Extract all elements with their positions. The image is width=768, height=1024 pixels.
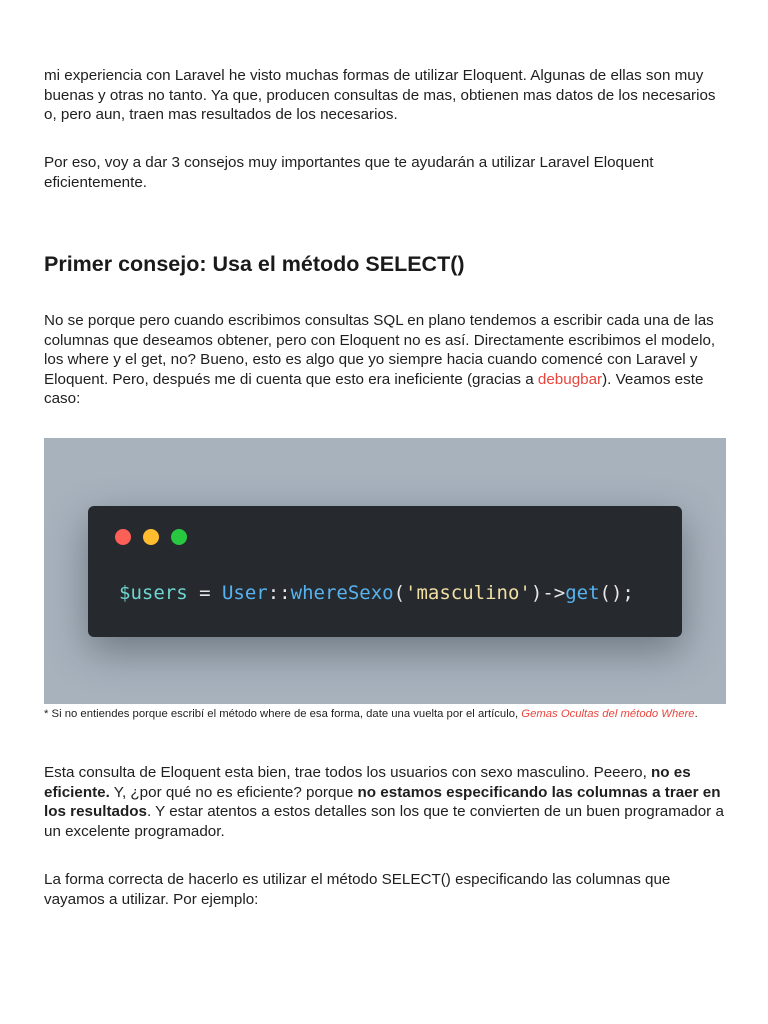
code-assign: = [187, 582, 222, 604]
code-method-where: whereSexo [290, 582, 394, 604]
intro-paragraph-2: Por eso, voy a dar 3 consejos muy importantes que te ayudarán a utilizar Laravel Eloquent eficientemente. [44, 154, 654, 191]
code-arrow: )-> [530, 582, 566, 604]
minimize-dot-icon [143, 529, 159, 545]
body-text-a: Esta consulta de Eloquent esta bien, trae todos los usuarios con sexo masculino. Peeero, [44, 764, 652, 781]
code-figure [44, 438, 726, 704]
code-string: 'masculino' [405, 582, 531, 604]
body-paragraph-1 [44, 763, 732, 841]
body-paragraph-2: La forma correcta de hacerlo es utilizar el método SELECT() especificando las columnas que vayamos a utilizar. Por ejemplo: [44, 871, 671, 908]
section-paragraph-text-b: ). Veamos este caso: [44, 370, 704, 407]
code-line [119, 582, 634, 604]
caption-end: . [694, 708, 698, 720]
code-variable: $users [119, 582, 188, 604]
figure-caption [44, 707, 724, 722]
code-scope: :: [267, 582, 291, 604]
code-paren-open: ( [393, 582, 406, 604]
code-end: (); [599, 582, 634, 604]
code-window [88, 506, 682, 637]
intro-paragraph-1: mi experiencia con Laravel he visto muchas formas de utilizar Eloquent. Algunas de ellas son muy buenas y otras no tanto. Ya que, producen consultas de mas, obtienen mas datos de los necesarios o, pero aun, traen mas resultados de los necesarios. [44, 67, 716, 123]
section-paragraph-text-a: No se porque pero cuando escribimos consultas SQL en plano tendemos a escribir cada una de las columnas que deseamos obtener, pero con Eloquent no es así. Directamente escribimos el modelo, los where y el get, no? Bueno, esto es algo que yo siempre hacia cuando comencé con Laravel y Eloquent. Pero, después me di cuenta que esto era ineficiente (gracias a [44, 312, 716, 388]
code-class: User [221, 582, 268, 604]
body-text-c: . Y estar atentos a estos detalles son los que te convierten de un buen programador a un excelente programador. [44, 803, 724, 840]
caption-text: * Si no entiendes porque escribí el método where de esa forma, date una vuelta por el artículo, [44, 708, 522, 720]
code-method-get: get [565, 582, 600, 604]
debugbar-link[interactable]: debugbar [537, 370, 603, 388]
maximize-dot-icon [171, 529, 187, 545]
close-dot-icon [115, 529, 131, 545]
body-bold-b: no estamos especificando las columnas a traer en los resultados [44, 783, 721, 820]
gemas-ocultas-link[interactable]: Gemas Ocultas del método Where [521, 708, 695, 720]
section-heading: Primer consejo: Usa el método SELECT() [44, 252, 465, 276]
section-paragraph [44, 311, 732, 409]
body-bold-a: no es eficiente. [44, 764, 691, 801]
body-text-b: Y, ¿por qué no es eficiente? porque [109, 783, 358, 801]
